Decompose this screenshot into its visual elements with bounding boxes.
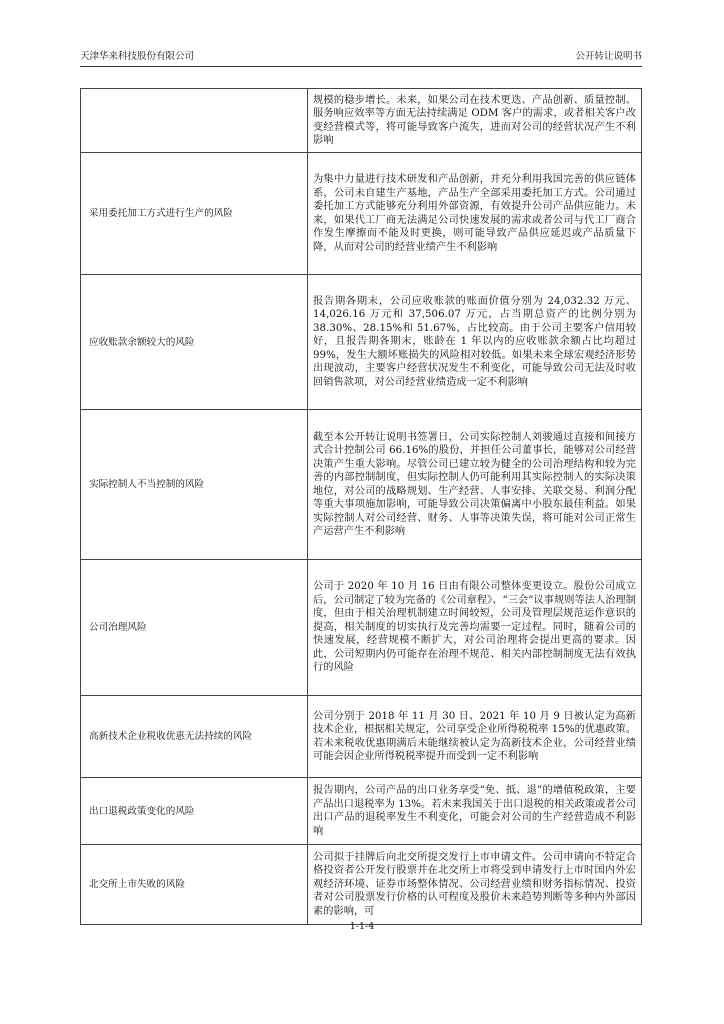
risk-name: 出口退税政策变化的风险 bbox=[81, 778, 308, 845]
risk-description: 公司于 2020 年 10 月 16 日由有限公司整体变更设立。股份公司成立后，公司制定了较为完备的《公司章程》、“三会”议事规则等法人治理制度，但由于相关治理机制建立时间较短，公司及管理层规范运作意识的提高，相关制度的切实执行及完善均需要一定过程。同时，随着公司的快速发展，经营规模不断扩大，对公司治理将会提出更高的要求。因此，公司短期内仍可能存在治理不规范、相关内部控制制度无法有效执行的风险 bbox=[308, 560, 642, 696]
risk-description: 报告期内，公司产品的出口业务享受“免、抵、退”的增值税政策，主要产品出口退税率为 13%。若未来我国关于出口退税的相关政策或者公司出口产品的退税率发生不利变化，可能会对公司的生产经营造成不利影响 bbox=[308, 778, 642, 845]
table-row bbox=[81, 410, 642, 560]
risk-description: 公司分别于 2018 年 11 月 30 日、2021 年 10 月 9 日被认定为高新技术企业，根据相关规定，公司享受企业所得税税率 15%的优惠政策。若未来税收优惠期满后未能继续被认定为高新技术企业，公司经营业绩可能会因企业所得税税率提升而受到一定不利影响 bbox=[308, 696, 642, 778]
risk-description: 截至本公开转让说明书签署日，公司实际控制人刘骏通过直接和间接方式合计控制公司 66.16%的股份，并担任公司董事长，能够对公司经营决策产生重大影响。尽管公司已建立较为健全的公司治理结构和较为完善的内部控制制度，但实际控制人仍可能利用其实际控制人的实际决策地位，对公司的战略规划、生产经营、人事安排、关联交易、利润分配等重大事项施加影响，可能导致公司决策偏离中小股东最佳利益。如果实际控制人对公司经营、财务、人事等决策失误，将可能对公司正常生产运营产生不利影响 bbox=[308, 410, 642, 560]
table-row bbox=[81, 89, 642, 153]
risk-description: 为集中力量进行技术研发和产品创新，并充分利用我国完善的供应链体系，公司未自建生产基地，产品生产全部采用委托加工方式。公司通过委托加工方式能够充分利用外部资源，有效提升公司产品供应能力。未来，如果代工厂商无法满足公司快速发展的需求或者公司与代工厂商合作发生摩擦而不能及时更换，则可能导致产品供应延迟或产品质量下降，从而对公司的经营业绩产生不利影响 bbox=[308, 153, 642, 275]
table-row bbox=[81, 845, 642, 925]
risk-description: 规模的稳步增长。未来，如果公司在技术更迭、产品创新、质量控制、服务响应效率等方面无法持续满足 ODM 客户的需求，或者相关客户改变经营模式等，将可能导致客户流失，进而对公司的经营状况产生不利影响 bbox=[308, 89, 642, 153]
company-name: 天津华来科技股份有限公司 bbox=[80, 51, 195, 62]
table-row bbox=[81, 560, 642, 696]
risk-name: 采用委托加工方式进行生产的风险 bbox=[81, 153, 308, 275]
risk-name: 公司治理风险 bbox=[81, 560, 308, 696]
risk-name: 实际控制人不当控制的风险 bbox=[81, 410, 308, 560]
page-number: 1-1-4 bbox=[349, 921, 375, 932]
risk-name: 应收账款余额较大的风险 bbox=[81, 275, 308, 410]
table-row bbox=[81, 778, 642, 845]
risk-table bbox=[80, 88, 642, 925]
risk-description: 报告期各期末，公司应收账款的账面价值分别为 24,032.32 万元、14,026.16 万元和 37,506.07 万元，占当期总资产的比例分别为 38.30%、28.15%和 51.67%，占比较高。由于公司主要客户信用较好，且报告期各期末，账龄在 1 年以内的应收账款余额占比均超过 99%，发生大额坏账损失的风险相对较低。如果未来全球宏观经济形势出现波动，主要客户经营状况发生不利变化，可能导致公司无法及时收回销售款项，对公司经营业绩造成一定不利影响 bbox=[308, 275, 642, 410]
risk-name: 北交所上市失败的风险 bbox=[81, 845, 308, 925]
document-title: 公开转让说明书 bbox=[575, 51, 642, 62]
table-row bbox=[81, 153, 642, 275]
risk-name bbox=[81, 89, 308, 153]
table-row bbox=[81, 275, 642, 410]
risk-description: 公司拟于挂牌后向北交所提交发行上市申请文件。公司申请向不特定合格投资者公开发行股票并在北交所上市将受到申请发行上市时国内外宏观经济环境、证券市场整体情况、公司经营业绩和财务指标情况、投资者对公司股票发行价格的认可程度及股价未来趋势判断等多种内外部因素的影响，可 bbox=[308, 845, 642, 925]
table-row bbox=[81, 696, 642, 778]
page-header bbox=[80, 50, 642, 67]
risk-name: 高新技术企业税收优惠无法持续的风险 bbox=[81, 696, 308, 778]
